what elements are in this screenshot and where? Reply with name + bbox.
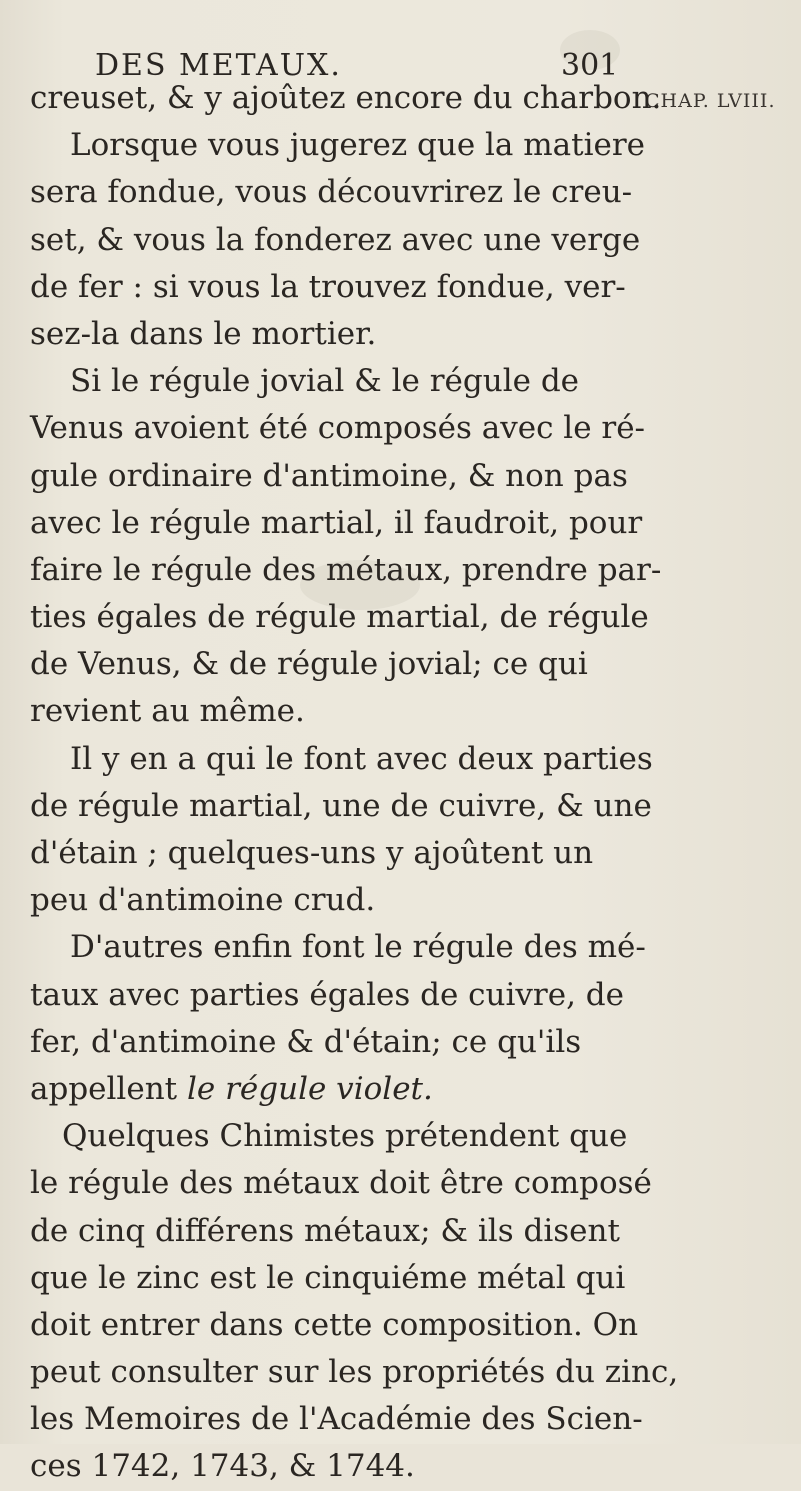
text-line: Lorsque vous jugerez que la matiere — [70, 127, 646, 164]
text-line: doit entrer dans cette composition. On — [30, 1306, 639, 1343]
running-head: DES METAUX. — [95, 48, 342, 83]
text-line: creuset, & y ajoûtez encore du charbon. — [30, 80, 662, 116]
text-line — [30, 1066, 638, 1113]
body-text — [30, 75, 679, 1491]
text-line: Si le régule jovial & le régule de — [70, 363, 580, 400]
page-number: 301 — [561, 48, 619, 83]
text-line: les Memoires de l'Académie des Scien- — [30, 1401, 643, 1438]
text-line: de Venus, & de régule jovial; ce qui — [30, 646, 588, 683]
text-line: taux avec parties égales de cuivre, de — [30, 976, 624, 1013]
text-line: set, & vous la fonderez avec une verge — [30, 221, 641, 258]
text-line: que le zinc est le cinquiéme métal qui — [30, 1259, 626, 1296]
text-line: d'étain ; quelques-uns y ajoûtent un — [30, 835, 594, 871]
text-line: sez-la dans le mortier. — [30, 315, 377, 352]
text-line: peu d'antimoine crud. — [30, 882, 376, 919]
text-line: gule ordinaire d'antimoine, & non pas — [30, 457, 628, 494]
text-line: de fer : si vous la trouvez fondue, ver- — [30, 268, 626, 305]
italic-term: le régule violet. — [186, 1070, 433, 1107]
text-line: Quelques Chimistes prétendent que — [62, 1118, 628, 1155]
text-fragment: appellent — [30, 1070, 178, 1107]
text-line: fer, d'antimoine & d'étain; ce qu'ils — [30, 1023, 582, 1060]
text-line: peut consulter sur les propriétés du zinc, — [30, 1354, 679, 1391]
text-line: de régule martial, une de cuivre, & une — [30, 787, 652, 824]
text-line: avec le régule martial, il faudroit, pour — [30, 504, 643, 541]
text-line: de cinq différens métaux; & ils disent — [30, 1212, 620, 1249]
text-line: D'autres enfin font le régule des mé- — [70, 929, 646, 966]
text-line: sera fondue, vous découvrirez le creu- — [30, 174, 633, 211]
text-line: Venus avoient été composés avec le ré- — [30, 410, 646, 447]
chapter-marker: CHAP. LVIII. — [645, 90, 776, 112]
text-line: Il y en a qui le font avec deux parties — [70, 740, 653, 777]
text-line: le régule des métaux doit être composé — [30, 1165, 652, 1202]
text-line: ties égales de régule martial, de régule — [30, 599, 649, 636]
text-line: revient au même. — [30, 693, 305, 730]
text-line: faire le régule des métaux, prendre par- — [30, 551, 662, 588]
text-line: ces 1742, 1743, & 1744. — [30, 1448, 415, 1485]
